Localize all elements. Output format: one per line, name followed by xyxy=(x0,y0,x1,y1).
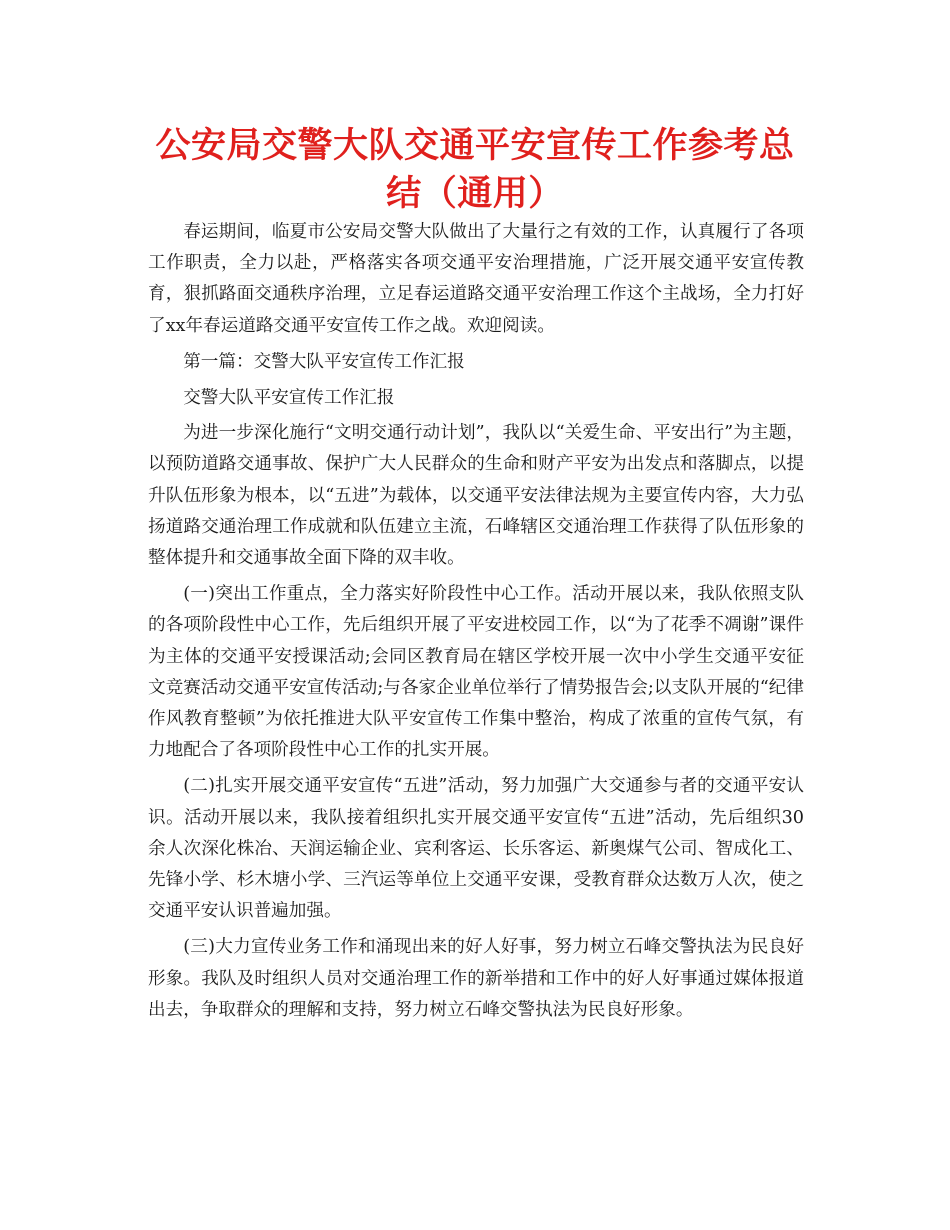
body-paragraph: 为进一步深化施行“文明交通行动计划”，我队以“关爱生命、平安出行”为主题，以预防道路交通事故、保护广大人民群众的生命和财产平安为出发点和落脚点，以提升队伍形象为根本，以“五进”为载体，以交通平安法律法规为主要宣传内容，大力弘扬道路交通治理工作成就和队伍建立主流，石峰辖区交通治理工作获得了队伍形象的整体提升和交通事故全面下降的双丰收。 xyxy=(148,423,804,569)
document-body xyxy=(148,217,804,1026)
body-paragraph: (一)突出工作重点，全力落实好阶段性中心工作。活动开展以来，我队依照支队的各项阶段性中心工作，先后组织开展了平安进校园工作，以“为了花季不凋谢”课件为主体的交通平安授课活动;会同区教育局在辖区学校开展一次中小学生交通平安征文竞赛活动交通平安宣传活动;与各家企业单位举行了情势报告会;以支队开展的“纪律作风教育整顿”为依托推进大队平安宣传工作集中整治，构成了浓重的宣传气氛，有力地配合了各项阶段性中心工作的扎实开展。 xyxy=(148,584,804,761)
section-subheading: 交警大队平安宣传工作汇报 xyxy=(183,388,395,409)
section-heading: 第一篇：交警大队平安宣传工作汇报 xyxy=(183,351,465,372)
body-paragraph: (二)扎实开展交通平安宣传“五进”活动，努力加强广大交通参与者的交通平安认识。活动开展以来，我队接着组织扎实开展交通平安宣传“五进”活动，先后组织30余人次深化株冶、天润运输企业、宾利客运、长乐客运、新奥煤气公司、智成化工、先锋小学、杉木塘小学、三汽运等单位上交通平安课，受教育群众达数万人次，使之交通平安认识普遍加强。 xyxy=(148,776,804,922)
body-paragraph: (三)大力宣传业务工作和涌现出来的好人好事，努力树立石峰交警执法为民良好形象。我队及时组织人员对交通治理工作的新举措和工作中的好人好事通过媒体报道出去，争取群众的理解和支持，努力树立石峰交警执法为民良好形象。 xyxy=(148,937,804,1020)
intro-paragraph: 春运期间，临夏市公安局交警大队做出了大量行之有效的工作，认真履行了各项工作职责，全力以赴，严格落实各项交通平安治理措施，广泛开展交通平安宣传教育，狠抓路面交通秩序治理，立足春运道路交通平安治理工作这个主战场，全力打好了xx年春运道路交通平安宣传工作之战。欢迎阅读。 xyxy=(148,222,804,336)
document-title: 公安局交警大队交通平安宣传工作参考总结（通用） xyxy=(155,125,795,214)
